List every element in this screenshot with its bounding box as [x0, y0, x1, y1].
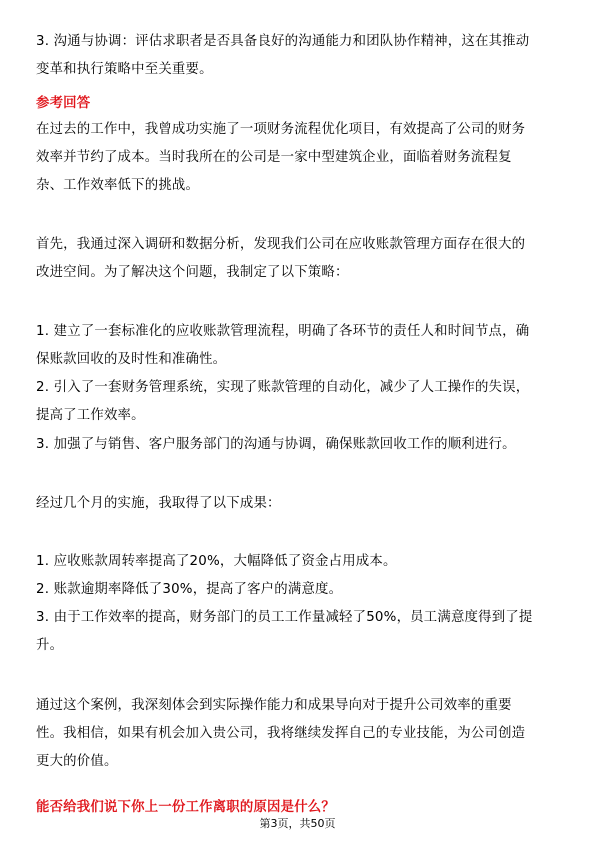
- text-line: 保账款回收的及时性和准确性。: [36, 352, 227, 367]
- text-line: 升。: [36, 638, 64, 653]
- text-line: 更大的价值。: [36, 754, 118, 769]
- text-line: 经过几个月的实施，我取得了以下成果：: [36, 496, 281, 511]
- text-line: 杂、工作效率低下的挑战。: [36, 178, 200, 193]
- text-line: 2. 账款逾期率降低了30%，提高了客户的满意度。: [36, 582, 343, 597]
- page-number-footer: 第3页，共50页: [259, 817, 336, 830]
- question-heading: 能否给我们说下你上一份工作离职的原因是什么？: [36, 800, 335, 815]
- text-line: 通过这个案例，我深刻体会到实际操作能力和成果导向对于提升公司效率的重要: [36, 698, 512, 713]
- text-line: 1. 应收账款周转率提高了20%，大幅降低了资金占用成本。: [36, 554, 397, 569]
- text-line: 变革和执行策略中至关重要。: [36, 62, 213, 77]
- answer-heading: 参考回答: [36, 96, 91, 111]
- text-line: 2. 引入了一套财务管理系统，实现了账款管理的自动化，减少了人工操作的失误，: [36, 380, 530, 395]
- text-line: 1. 建立了一套标准化的应收账款管理流程，明确了各环节的责任人和时间节点，确: [36, 324, 530, 339]
- text-line: 效率并节约了成本。当时我所在的公司是一家中型建筑企业，面临着财务流程复: [36, 150, 512, 165]
- text-line: 改进空间。为了解决这个问题，我制定了以下策略：: [36, 265, 349, 280]
- text-line: 性。我相信，如果有机会加入贵公司，我将继续发挥自己的专业技能，为公司创造: [36, 726, 526, 741]
- text-line: 首先，我通过深入调研和数据分析，发现我们公司在应收账款管理方面存在很大的: [36, 237, 526, 252]
- text-line: 3. 由于工作效率的提高，财务部门的员工工作量减轻了50%，员工满意度得到了提: [36, 610, 533, 625]
- text-line: 3. 沟通与协调：评估求职者是否具备良好的沟通能力和团队协作精神，这在其推动: [36, 34, 530, 49]
- text-line: 在过去的工作中，我曾成功实施了一项财务流程优化项目，有效提高了公司的财务: [36, 122, 526, 137]
- text-line: 3. 加强了与销售、客户服务部门的沟通与协调，确保账款回收工作的顺利进行。: [36, 437, 516, 452]
- text-line: 提高了工作效率。: [36, 408, 145, 423]
